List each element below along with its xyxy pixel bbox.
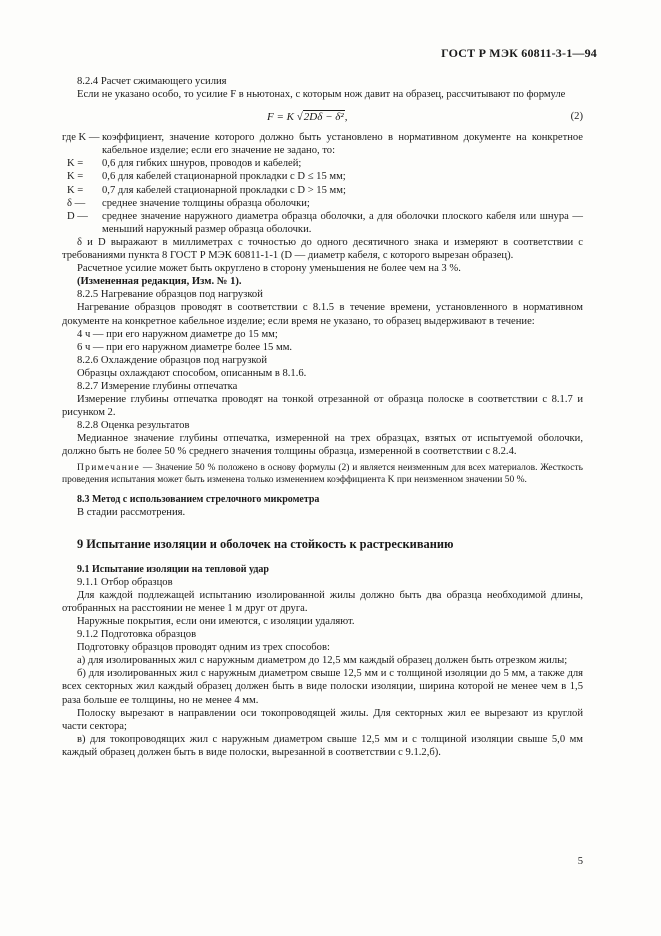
paragraph-force-intro: Если не указано особо, то усилие F в ньютонах, с которым нож давит на образец, рассчитывают по формуле: [77, 89, 566, 101]
paragraph-evaluation: Медианное значение глубины отпечатка, измеренной на трех образцах, взятых от испытуемой оболочки, должно быть не более 50 % среднего значения толщины образца, измеренной в соответствии с 8.2.4.: [62, 433, 583, 458]
definition-k-value-3: [62, 184, 583, 197]
definition-text: среднее значение наружного диаметра образца оболочки, а для оболочки плоского кабеля или шнура — меньший наружный размер образца оболочки.: [102, 210, 583, 235]
paragraph-preparation: Подготовку образцов проводят одним из трех способов:: [77, 642, 330, 654]
paragraph-units: δ и D выражают в миллиметрах с точностью до одного десятичного знака и измеряют в соответствии с требованиями пункта 8 ГОСТ Р МЭК 60811-1-1 (D — диаметр кабеля, с которого вырезан образец).: [62, 236, 583, 262]
definition-symbol: K =: [67, 184, 84, 196]
section-heading-8-2-8: 8.2.8 Оценка результатов: [77, 420, 190, 432]
revision-note: (Измененная редакция, Изм. № 1).: [77, 276, 242, 288]
section-heading-8-2-4: 8.2.4 Расчет сжимающего усилия: [77, 76, 227, 87]
paragraph-coverings: Наружные покрытия, если они имеются, с изоляции удаляют.: [77, 616, 355, 627]
definition-text: коэффициент, значение которого должно быть установлено в нормативном документе на конкретное кабельное изделие; если его значение не задано, то:: [102, 132, 583, 157]
formula-2: [62, 105, 583, 129]
note-paragraph: [62, 462, 583, 487]
section-heading-9-1-1: 9.1.1 Отбор образцов: [77, 576, 173, 588]
section-heading-9-1: 9.1 Испытание изоляции на тепловой удар: [77, 563, 269, 575]
paragraph-depth-measurement: Измерение глубины отпечатка проводят на тонкой отрезанной от образца полоске в соответствии с 8.1.7 и рисунком 2.: [62, 394, 583, 419]
section-heading-8-2-5: 8.2.5 Нагревание образцов под нагрузкой: [77, 289, 263, 301]
definition-text: 0,6 для гибких шнуров, проводов и кабелей;: [102, 158, 302, 170]
spacer: [62, 486, 583, 493]
list-item-a: а) для изолированных жил с наружным диаметром до 12,5 мм каждый образец должен быть отрезком жилы;: [77, 655, 568, 667]
definition-k-coefficient: [62, 131, 583, 157]
formula-number: (2): [570, 111, 583, 123]
definition-symbol: K =: [67, 158, 84, 170]
formula-expression: F = K √2Dδ − δ²,: [267, 111, 348, 124]
definition-symbol: где K —: [62, 132, 100, 144]
definition-diameter: [62, 210, 583, 236]
paragraph-under-review: В стадии рассмотрения.: [77, 507, 186, 519]
formula-lhs: F = K: [267, 111, 294, 124]
formula-radicand: 2Dδ − δ²: [303, 111, 344, 124]
section-heading-9: 9 Испытание изоляции и оболочек на стойкость к растрескиванию: [77, 536, 454, 551]
section-heading-8-3: 8.3 Метод с использованием стрелочного микрометра: [77, 494, 320, 506]
definition-k-value-1: [62, 157, 583, 170]
page-content: [62, 75, 583, 759]
definition-symbol: D —: [67, 210, 88, 222]
definition-delta: [62, 197, 583, 210]
list-item-6h: 6 ч — при его наружном диаметре более 15 мм.: [77, 341, 293, 353]
paragraph-sampling: Для каждой подлежащей испытанию изолированной жилы должно быть два образца необходимой длины, отобранных на расстоянии не менее 1 м друг от друга.: [62, 589, 583, 614]
definition-symbol: K =: [67, 171, 84, 183]
definition-text: 0,7 для кабелей стационарной прокладки с D > 15 мм;: [102, 184, 346, 196]
paragraph-strip-cutting: Полоску вырезают в направлении оси токопроводящей жилы. Для секторных жил ее вырезают из круглой части сектора;: [62, 707, 583, 732]
document-header-title: ГОСТ Р МЭК 60811-3-1—94: [441, 46, 597, 60]
formula-tail: ,: [344, 111, 348, 124]
list-item-c: в) для токопроводящих жил с наружным диаметром свыше 12,5 мм и с толщиной изоляции свыше 5,0 мм каждый образец должен быть в виде полоски, вырезанной в соответствии с 9.1.2,б).: [62, 733, 583, 758]
note-text: — Значение 50 % положено в основу формулы (2) и является неизменным для всех материалов. Жесткость проведения испытания может быть изменена только изменением коэффициента K при неизменном значении 50 %.: [62, 462, 583, 485]
definition-text: среднее значение толщины образца оболочки;: [102, 197, 310, 209]
paragraph-cooling: Образцы охлаждают способом, описанным в 8.1.6.: [77, 367, 307, 379]
page-number: 5: [577, 856, 583, 867]
note-label: Примечание: [77, 462, 141, 473]
section-heading-8-2-7: 8.2.7 Измерение глубины отпечатка: [77, 380, 238, 392]
definition-k-value-2: [62, 170, 583, 183]
definition-symbol: δ —: [67, 197, 86, 209]
paragraph-heating: Нагревание образцов проводят в соответствии с 8.1.5 в течение времени, установленного в нормативном документе на конкретное кабельное изделие; если время не указано, то образец выдерживают в течение:: [62, 302, 583, 327]
list-item-4h: 4 ч — при его наружном диаметре до 15 мм;: [77, 328, 278, 340]
section-heading-8-2-6: 8.2.6 Охлаждение образцов под нагрузкой: [77, 354, 267, 366]
definition-text: 0,6 для кабелей стационарной прокладки с D ≤ 15 мм;: [102, 171, 346, 183]
section-heading-9-1-2: 9.1.2 Подготовка образцов: [77, 629, 197, 641]
paragraph-rounding: Расчетное усилие может быть округлено в сторону уменьшения не более чем на 3 %.: [77, 263, 461, 275]
list-item-b: б) для изолированных жил с наружным диаметром свыше 12,5 мм и с толщиной изоляции до 5 мм, а также для всех секторных жил каждый образец должен быть в виде полоски изоляции, ширина которой не менее чем в 1,5 раза больше ее толщины, но не менее 4 мм.: [62, 668, 583, 706]
